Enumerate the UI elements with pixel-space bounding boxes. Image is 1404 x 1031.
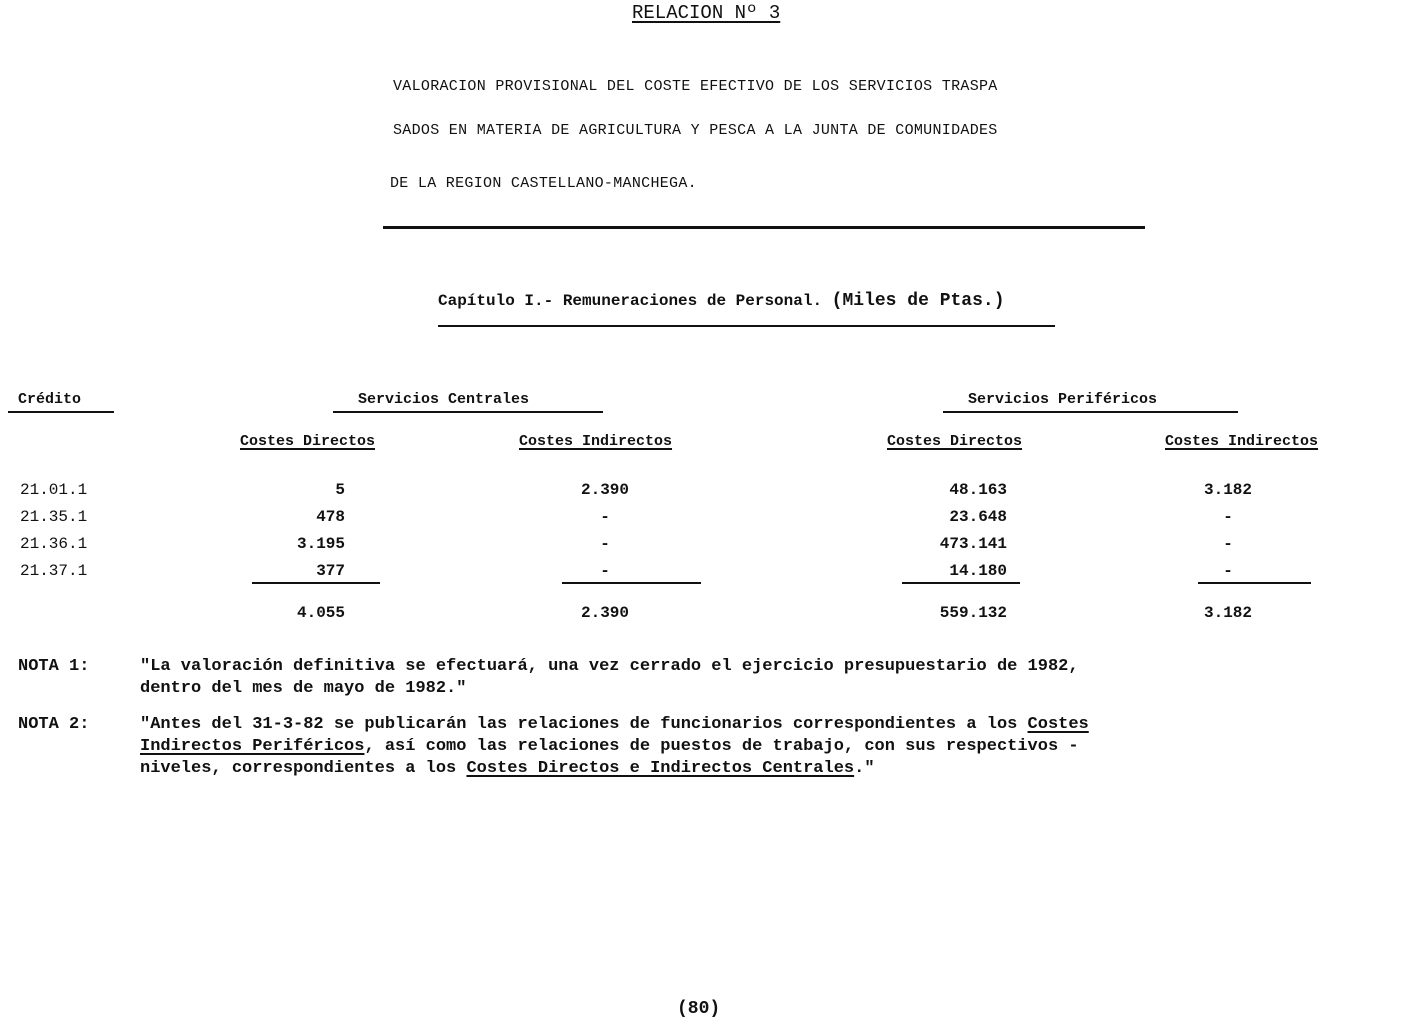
sum-rule-centrales-indirectos	[562, 582, 701, 584]
cell-centrales-directos: 478	[316, 508, 345, 526]
cell-centrales-indirectos: -	[600, 562, 610, 580]
centrales-underline	[333, 411, 603, 413]
chapter-underline	[438, 325, 1055, 327]
sum-rule-perifericos-indirectos	[1198, 582, 1311, 584]
note-1-label: NOTA 1:	[18, 657, 90, 676]
subheader-perifericos-directos: Costes Directos	[887, 433, 1023, 450]
total-centrales-directos: 4.055	[296, 604, 345, 622]
cell-perifericos-directos: 23.648	[949, 508, 1007, 526]
subheader-centrales-directos: Costes Directos	[240, 433, 376, 450]
note-1	[18, 656, 1079, 678]
cell-centrales-directos: 5	[335, 481, 345, 499]
cell-perifericos-indirectos: -	[1223, 508, 1233, 526]
total-perifericos-directos: 559.132	[939, 604, 1007, 622]
column-header-credito: Crédito	[18, 391, 82, 408]
chapter-heading	[438, 291, 1005, 311]
note-2-line-1-text: "Antes del 31-3-82 se publicarán las relaciones de funcionarios correspondientes a los	[140, 715, 1028, 734]
chapter-units: (Miles de Ptas.)	[831, 291, 1005, 311]
note-2-line-3	[140, 758, 875, 780]
note-2-label: NOTA 2:	[18, 715, 90, 734]
group-header-perifericos: Servicios Periféricos	[968, 391, 1158, 408]
cell-perifericos-directos: 473.141	[939, 535, 1007, 553]
document-title: RELACION Nº 3	[632, 2, 781, 24]
note-2-line-3-text: niveles, correspondientes a los	[140, 759, 467, 778]
note-1-line-2: dentro del mes de mayo de 1982."	[140, 679, 467, 698]
cell-perifericos-directos: 48.163	[949, 481, 1007, 499]
cell-perifericos-directos: 14.180	[949, 562, 1007, 580]
heading-line-3: DE LA REGION CASTELLANO-MANCHEGA.	[390, 175, 697, 192]
note-2-line-2-underlined: Indirectos Periféricos	[140, 737, 365, 756]
note-2-line-2	[140, 736, 1079, 758]
heading-divider	[383, 226, 1145, 229]
subheader-centrales-indirectos: Costes Indirectos	[519, 433, 673, 450]
chapter-label: Capítulo I.- Remuneraciones de Personal.	[438, 292, 823, 310]
note-2-line-3-end: ."	[854, 759, 875, 778]
note-2-line-3-underlined: Costes Directos e Indirectos Centrales	[466, 759, 855, 778]
note-1-line-1: "La valoración definitiva se efectuará, una vez cerrado el ejercicio presupuestario de 1982,	[140, 657, 1079, 676]
row-code: 21.36.1	[20, 535, 88, 553]
cell-perifericos-indirectos: 3.182	[1203, 481, 1252, 499]
heading-line-1: VALORACION PROVISIONAL DEL COSTE EFECTIVO DE LOS SERVICIOS TRASPA	[393, 78, 998, 95]
total-perifericos-indirectos: 3.182	[1203, 604, 1252, 622]
subheader-perifericos-indirectos: Costes Indirectos	[1165, 433, 1319, 450]
cell-centrales-indirectos: -	[600, 508, 610, 526]
cell-perifericos-indirectos: -	[1223, 535, 1233, 553]
total-centrales-indirectos: 2.390	[580, 604, 629, 622]
note-2-line-2-text: , así como las relaciones de puestos de trabajo, con sus respectivos -	[364, 737, 1079, 756]
sum-rule-perifericos-directos	[902, 582, 1020, 584]
cell-perifericos-indirectos: -	[1223, 562, 1233, 580]
note-2-line-1-underlined: Costes	[1027, 715, 1089, 734]
sum-rule-centrales-directos	[252, 582, 380, 584]
row-code: 21.35.1	[20, 508, 88, 526]
heading-line-2: SADOS EN MATERIA DE AGRICULTURA Y PESCA A LA JUNTA DE COMUNIDADES	[393, 122, 998, 139]
row-code: 21.37.1	[20, 562, 88, 580]
cell-centrales-indirectos: 2.390	[580, 481, 629, 499]
cell-centrales-indirectos: -	[600, 535, 610, 553]
page-number: (80)	[677, 999, 721, 1019]
cell-centrales-directos: 3.195	[296, 535, 345, 553]
credito-underline	[8, 411, 114, 413]
row-code: 21.01.1	[20, 481, 88, 499]
perifericos-underline	[943, 411, 1238, 413]
cell-centrales-directos: 377	[316, 562, 345, 580]
note-2	[18, 714, 1089, 736]
group-header-centrales: Servicios Centrales	[358, 391, 530, 408]
